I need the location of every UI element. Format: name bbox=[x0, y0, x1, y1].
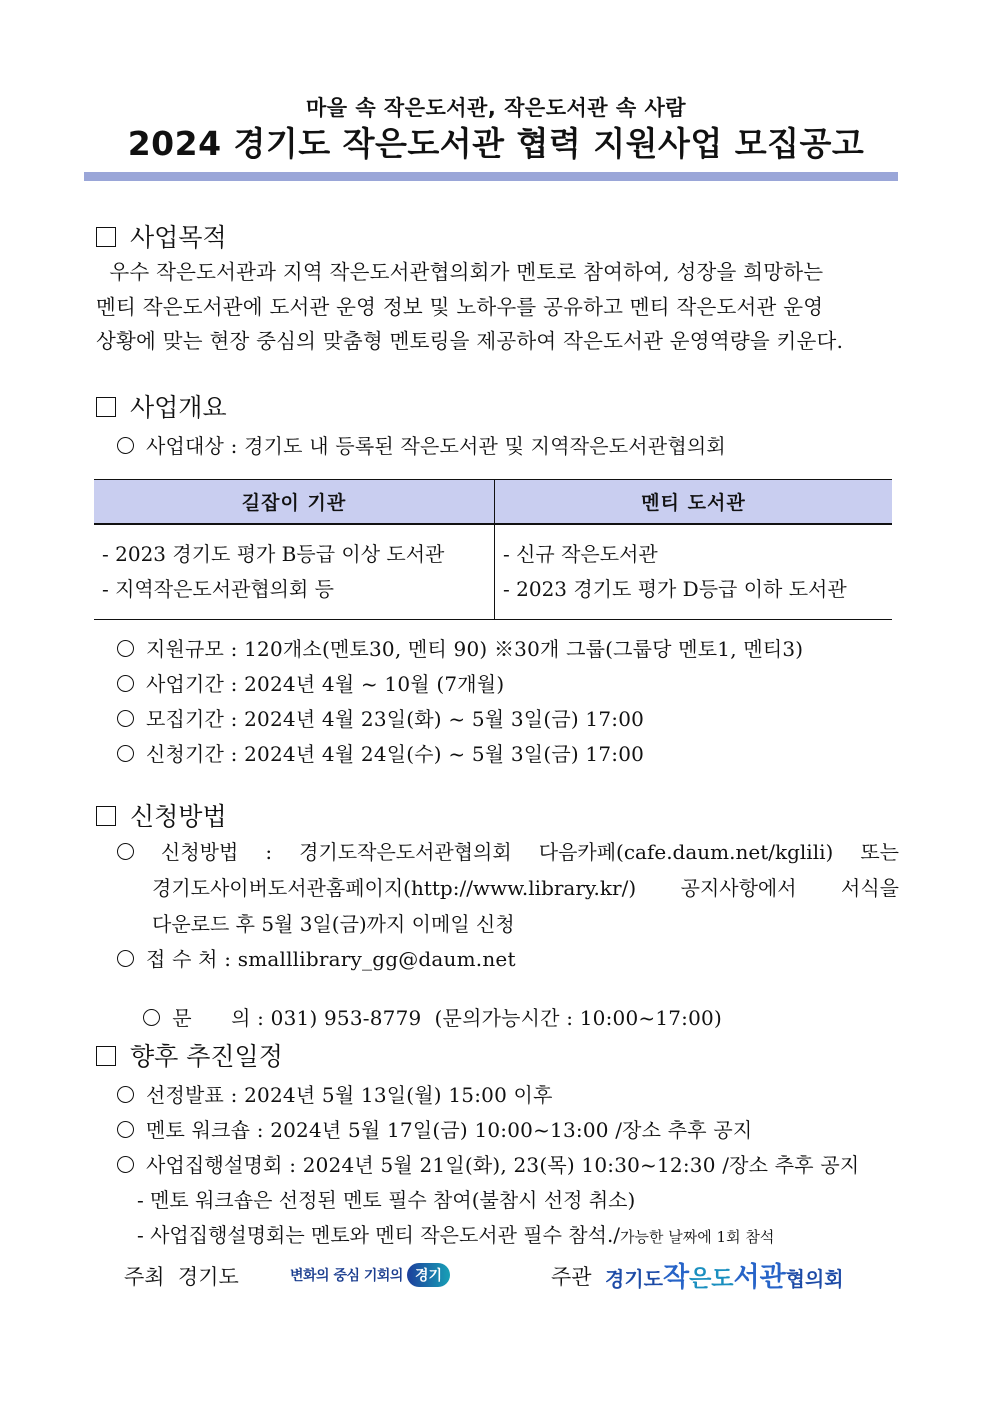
apply-receipt: 접 수 처 : smalllibrary_gg@daum.net bbox=[117, 943, 516, 972]
mentor-mentee-table bbox=[94, 479, 892, 620]
circle-bullet-icon bbox=[117, 710, 134, 727]
apply-method: 신청방법 : 경기도작은도서관협의회 다음카페(cafe.daum.net/kglili) 또는 경기도사이버도서관홈페이지(http://www.library.kr/) 공지사항에서 서식을 다운로드 후 5월 3일(금)까지 이메일 신청 bbox=[117, 834, 899, 942]
overview-item: 지원규모 : 120개소(멘토30, 멘티 90) ※30개 그룹(그룹당 멘토1, 멘티3) bbox=[117, 633, 803, 662]
circle-bullet-icon bbox=[117, 745, 134, 762]
section-heading-overview: 사업개요 bbox=[96, 388, 227, 424]
footer bbox=[0, 1255, 992, 1295]
circle-bullet-icon bbox=[117, 1156, 134, 1173]
checkbox-square-icon bbox=[96, 397, 116, 417]
apply-contact: 문 의 : 031) 953-8779 (문의가능시간 : 10:00~17:00) bbox=[117, 978, 722, 1055]
table-row bbox=[94, 524, 892, 620]
circle-bullet-icon bbox=[117, 950, 134, 967]
section-heading-purpose: 사업목적 bbox=[96, 218, 227, 254]
table-cell-mentor: - 2023 경기도 평가 B등급 이상 도서관 - 지역작은도서관협의회 등 bbox=[94, 524, 495, 620]
organizer-label: 주관 bbox=[551, 1265, 592, 1289]
overview-item: 모집기간 : 2024년 4월 23일(화) ~ 5월 3일(금) 17:00 bbox=[117, 703, 644, 732]
purpose-paragraph bbox=[96, 255, 896, 359]
gyeonggi-logo: 변화의 중심 기회의 경기 bbox=[290, 1261, 450, 1287]
overview-target: 사업대상 : 경기도 내 등록된 작은도서관 및 지역작은도서관협의회 bbox=[117, 430, 726, 459]
circle-bullet-icon bbox=[117, 843, 134, 860]
overview-item: 신청기간 : 2024년 4월 24일(수) ~ 5월 3일(금) 17:00 bbox=[117, 738, 644, 767]
title-underline bbox=[84, 172, 898, 181]
section-heading-apply: 신청방법 bbox=[96, 797, 227, 833]
circle-bullet-icon bbox=[117, 1086, 134, 1103]
section-heading-schedule: 향후 추진일정 bbox=[96, 1037, 283, 1073]
schedule-note: - 멘토 워크숍은 선정된 멘토 필수 참여(불참시 선정 취소) bbox=[137, 1188, 636, 1212]
table-header-mentee: 멘티 도서관 bbox=[495, 480, 893, 525]
circle-bullet-icon bbox=[117, 437, 134, 454]
checkbox-square-icon bbox=[96, 1046, 116, 1066]
circle-bullet-icon bbox=[117, 675, 134, 692]
host-label: 주최 경기도 bbox=[124, 1265, 239, 1289]
page-subtitle: 마을 속 작은도서관, 작은도서관 속 사람 bbox=[305, 96, 687, 120]
table-header-mentor: 길잡이 기관 bbox=[94, 480, 495, 525]
table-cell-mentee: - 신규 작은도서관 - 2023 경기도 평가 D등급 이하 도서관 bbox=[495, 524, 893, 620]
schedule-item: 선정발표 : 2024년 5월 13일(월) 15:00 이후 bbox=[117, 1079, 553, 1108]
schedule-note: - 사업집행설명회는 멘토와 멘티 작은도서관 필수 참석./가능한 날짜에 1회 참석 bbox=[137, 1223, 775, 1247]
purpose-line: 멘티 작은도서관에 도서관 운영 정보 및 노하우를 공유하고 멘티 작은도서관 운영 bbox=[96, 294, 824, 319]
circle-bullet-icon bbox=[117, 1121, 134, 1138]
purpose-line: 상황에 맞는 현장 중심의 맞춤형 멘토링을 제공하여 작은도서관 운영역량을 키운다. bbox=[96, 329, 844, 353]
schedule-item: 멘토 워크숍 : 2024년 5월 17일(금) 10:00~13:00 /장소 추후 공지 bbox=[117, 1114, 752, 1143]
schedule-item: 사업집행설명회 : 2024년 5월 21일(화), 23(목) 10:30~12:30 /장소 추후 공지 bbox=[117, 1149, 859, 1178]
checkbox-square-icon bbox=[96, 227, 116, 247]
purpose-line: 우수 작은도서관과 지역 작은도서관협의회가 멘토로 참여하여, 성장을 희망하는 bbox=[96, 260, 824, 284]
checkbox-square-icon bbox=[96, 806, 116, 826]
page-title: 2024 경기도 작은도서관 협력 지원사업 모집공고 bbox=[127, 124, 865, 163]
organizer-logo: 경기도작은도서관협의회 bbox=[605, 1262, 844, 1293]
circle-bullet-icon bbox=[143, 1009, 160, 1026]
overview-item: 사업기간 : 2024년 4월 ~ 10월 (7개월) bbox=[117, 668, 504, 697]
circle-bullet-icon bbox=[117, 640, 134, 657]
